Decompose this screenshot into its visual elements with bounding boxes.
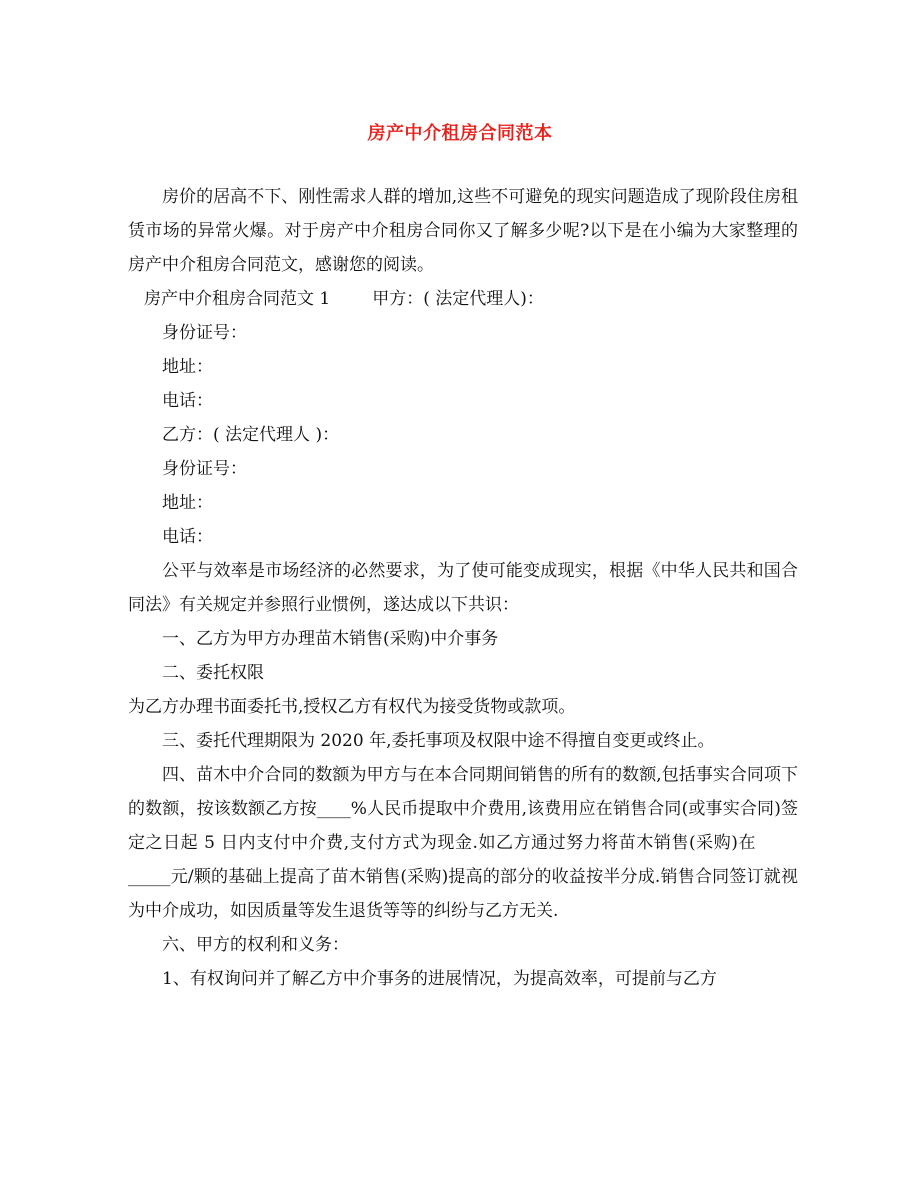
party-b-id: 身份证号： — [162, 459, 247, 479]
sample-heading: 房产中介租房合同范文 1 — [144, 289, 331, 309]
clause-3: 三、委托代理期限为 2020 年,委托事项及权限中途不得擅自变更或终止。 — [162, 731, 715, 751]
party-b-label: 乙方：( 法定代理人 )： — [162, 425, 340, 445]
clause-2-text: 为乙方办理书面委托书,授权乙方有权代为接受货物或款项。 — [128, 697, 576, 717]
document-title: 房产中介租房合同范本 — [367, 123, 553, 144]
clause-4-part1: 四、苗木中介合同的数额为甲方与在本合同期间销售的所有的数额,包括事实合同项下的数额，按该数额乙方按____%人民币提取中介费用,该费用应在销售合同(或事实合同)签定之日起 5 日内支付中介费,支付方式为现金.如乙方通过努力将苗木销售(采购)在 — [128, 765, 798, 853]
preamble-paragraph: 公平与效率是市场经济的必然要求，为了使可能变成现实，根据《中华人民共和国合同法》有关规定并参照行业惯例，遂达成以下共识： — [128, 561, 798, 615]
party-b-address: 地址： — [162, 493, 213, 513]
party-a-address: 地址： — [162, 357, 213, 377]
clause-4-part2: _____元/颗的基础上提高了苗木销售(采购)提高的部分的收益按半分成.销售合同签订就视为中介成功，如因质量等发生退货等等的纠纷与乙方无关. — [128, 867, 798, 921]
party-a-phone: 电话： — [162, 391, 213, 411]
clause-1: 一、乙方为甲方办理苗木销售(采购)中介事务 — [162, 629, 499, 649]
party-a-id: 身份证号： — [162, 323, 247, 343]
document-body — [128, 180, 798, 996]
party-b-phone: 电话： — [162, 527, 213, 547]
clause-2: 二、委托权限 — [162, 663, 264, 683]
party-a-label: 甲方：( 法定代理人)： — [372, 289, 544, 309]
sample-heading-line — [128, 282, 798, 316]
clause-6: 六、甲方的权利和义务： — [162, 935, 349, 955]
clause-4 — [128, 758, 798, 928]
clause-6-1: 1、有权询问并了解乙方中介事务的进展情况，为提高效率，可提前与乙方 — [162, 969, 717, 989]
intro-paragraph: 房价的居高不下、刚性需求人群的增加,这些不可避免的现实问题造成了现阶段住房租赁市场的异常火爆。对于房产中介租房合同你又了解多少呢?以下是在小编为大家整理的房产中介租房合同范文，感谢您的阅读。 — [128, 187, 798, 275]
